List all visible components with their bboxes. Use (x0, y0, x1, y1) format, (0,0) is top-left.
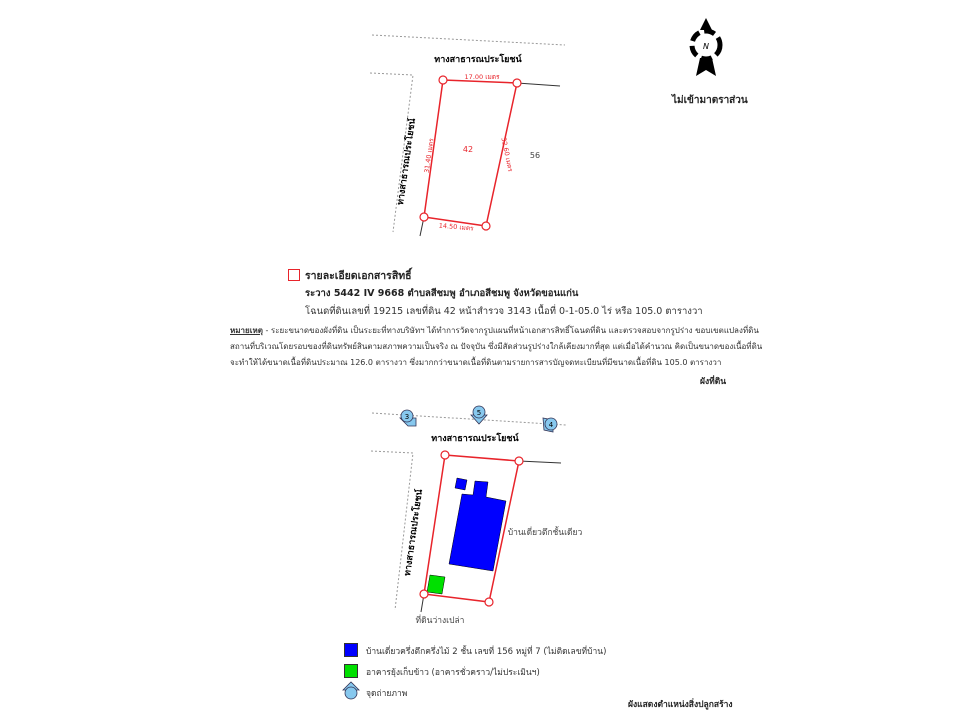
neighbor-boundary (519, 461, 561, 463)
photo-point-number: 3 (404, 413, 410, 421)
side-top-length: 17.00 เมตร (464, 73, 500, 81)
scale-note: ไม่เข้ามาตราส่วน (672, 95, 748, 106)
road-left-label: ทางสาธารณประโยชน์ (395, 117, 419, 206)
building-map-caption: ผังแสดงตำแหน่งสิ่งปลูกสร้าง (628, 700, 733, 710)
road-top-label: ทางสาธารณประโยชน์ (431, 434, 519, 444)
north-arrow-icon (692, 18, 720, 76)
road-left-edge (371, 451, 413, 610)
road-top-edge (372, 35, 565, 45)
building-location-map (371, 406, 583, 626)
remark-line-1 (230, 323, 759, 339)
land-plan-map (370, 35, 565, 236)
neighbor-parcel-number: 56 (529, 151, 541, 160)
photo-point-number: 5 (476, 409, 482, 417)
rice-barn (427, 575, 445, 594)
remark-line-2: สถานที่บริเวณโดยรอบของที่ดินทรัพย์สินตามสภาพความเป็นจริง ณ ปัจจุบัน ซึ่งมีสัดส่วนรูปร่างใกล้เคียงมากที่สุด แต่เมื่อได้คำนวณ คิดเป็นขนาดของเนื้อที่ดิน (230, 342, 763, 351)
road-top-label: ทางสาธารณประโยชน์ (434, 55, 522, 65)
details-deed: โฉนดที่ดินเลขที่ 19215 เลขที่ดิน 42 หน้าสำรวจ 3143 เนื้อที่ 0-1-05.0 ไร่ หรือ 105.0 ตารางวา (305, 306, 703, 317)
parcel-legend-box (288, 269, 300, 281)
house-annex (455, 478, 467, 490)
barn-legend-swatch (344, 664, 358, 678)
east-neighbor-label: บ้านเดี่ยวตึกชั้นเดียว (507, 528, 583, 538)
remark-label: หมายเหตุ (230, 326, 263, 335)
south-neighbor-label: ที่ดินว่างเปล่า (415, 616, 465, 626)
neighbor-boundary (517, 83, 560, 86)
photo-point-5[interactable] (471, 406, 487, 424)
compass-label: N (703, 42, 709, 51)
photo-point-4[interactable] (543, 418, 557, 432)
side-right-length: 32.60 เมตร (499, 136, 515, 173)
side-bottom-length: 14.50 เมตร (438, 221, 474, 233)
barn-legend-label: อาคารยุ้งเก็บข้าว (อาคารชั่วคราว/ไม่ประเมินฯ) (366, 668, 540, 678)
parcel-number: 42 (462, 145, 474, 154)
camera-point-icon (343, 682, 359, 699)
side-left-length: 31.40 เมตร (422, 137, 436, 174)
house-legend-swatch (344, 643, 358, 657)
road-left-label: ทางสาธารณประโยชน์ (402, 488, 426, 577)
house-building (449, 481, 506, 571)
remark-text: - ระยะขนาดของผังที่ดิน เป็นระยะที่ทางบริษัทฯ ได้ทำการวัดจากรูปแผนที่หน้าเอกสารสิทธิ์โฉนดที่ดิน และตรวจสอบจากรูปร่าง ขอบเขตแปลงที่ดิน (262, 326, 759, 335)
remark-line-3: จะทำให้ได้ขนาดเนื้อที่ดินประมาณ 126.0 ตารางวา ซึ่งมากกว่าขนาดเนื้อที่ดินตามรายการสารบัญจดทะเบียนที่มีขนาดเนื้อที่ดิน 105.0 ตารางวา (230, 358, 722, 367)
photo-legend-label: จุดถ่ายภาพ (366, 689, 408, 699)
house-legend-label: บ้านเดี่ยวครึ่งตึกครึ่งไม้ 2 ชั้น เลขที่ 156 หมู่ที่ 7 (ไม่ติดเลขที่บ้าน) (366, 647, 607, 657)
photo-point-3[interactable] (400, 410, 416, 426)
details-location: ระวาง 5442 IV 9668 ตำบลสีชมพู อำเภอสีชมพู จังหวัดขอนแก่น (305, 288, 579, 299)
details-title: รายละเอียดเอกสารสิทธิ์ (305, 270, 412, 282)
photo-point-number: 4 (548, 421, 554, 429)
land-plan-caption: ผังที่ดิน (700, 377, 727, 387)
